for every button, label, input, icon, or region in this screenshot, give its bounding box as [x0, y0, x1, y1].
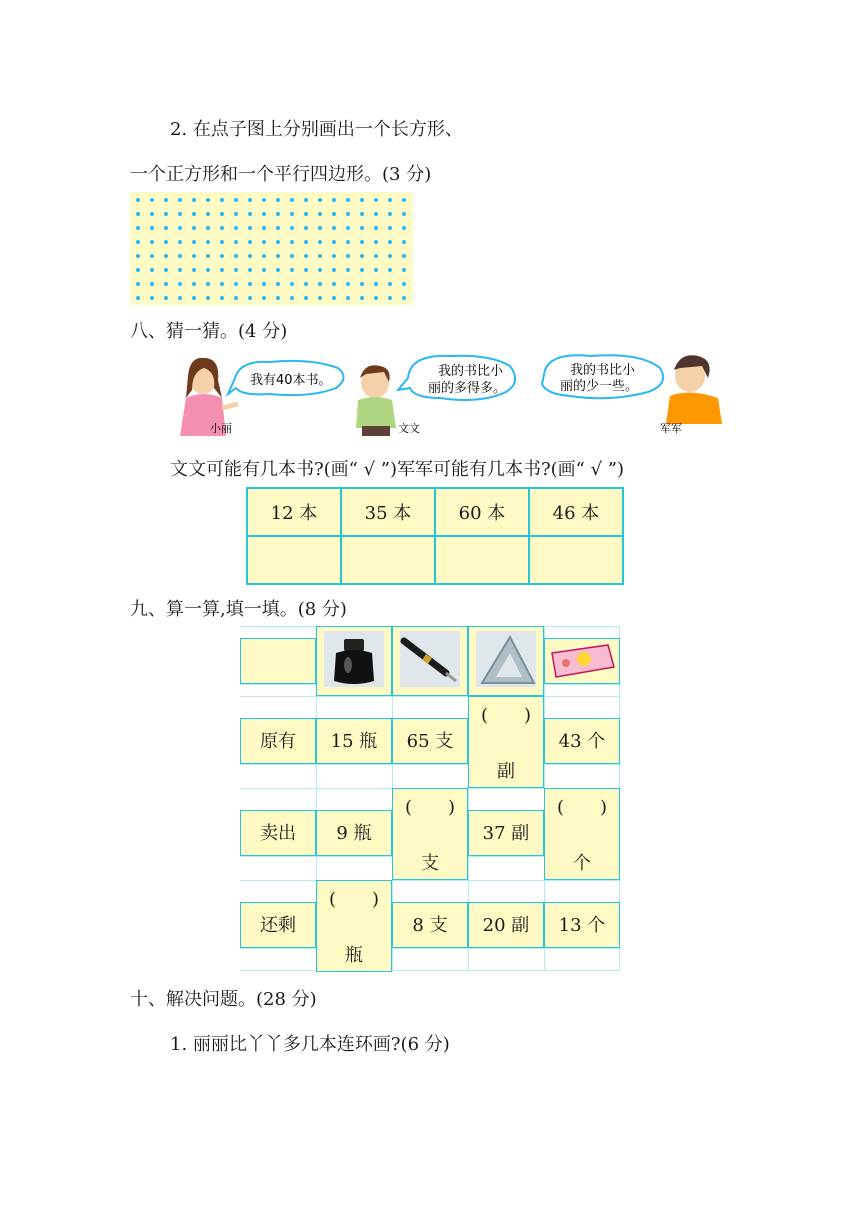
grid-dot [346, 282, 350, 286]
grid-dot [206, 282, 210, 286]
answer-cell[interactable] [247, 536, 341, 584]
grid-dot [388, 296, 392, 300]
grid-dot [206, 240, 210, 244]
grid-dot [402, 198, 406, 202]
grid-dot [304, 240, 308, 244]
grid-dot [234, 240, 238, 244]
grid-dot [248, 268, 252, 272]
grid-dot [178, 282, 182, 286]
grid-dot [304, 268, 308, 272]
grid-dot [290, 240, 294, 244]
grid-dot [136, 212, 140, 216]
grid-dot [150, 254, 154, 258]
grid-dot [388, 268, 392, 272]
grid-dot [220, 240, 224, 244]
grid-dot [276, 296, 280, 300]
grid-dot [220, 282, 224, 286]
grid-dot [192, 212, 196, 216]
grid-dot [402, 226, 406, 230]
grid-dot [164, 254, 168, 258]
grid-dot [220, 254, 224, 258]
grid-dot [192, 268, 196, 272]
grid-dot [332, 240, 336, 244]
ink-bottle-icon [318, 627, 390, 693]
grid-dot [346, 296, 350, 300]
grid-dot [262, 282, 266, 286]
dot-grid[interactable] [130, 192, 413, 305]
grid-dot [178, 268, 182, 272]
grid-dot [164, 198, 168, 202]
grid-dot [318, 198, 322, 202]
grid-dot [374, 268, 378, 272]
q8-question: 文文可能有几本书?(画“ √ ”)军军可能有几本书?(画“ √ ”) [170, 459, 625, 480]
bubble-2-line2: 丽的多得多。 [428, 381, 507, 396]
grid-dot [220, 226, 224, 230]
grid-dot [388, 212, 392, 216]
grid-dot [346, 240, 350, 244]
grid-dot [192, 240, 196, 244]
original-ink: 15 瓶 [316, 718, 392, 764]
grid-dot [276, 226, 280, 230]
paren-blank: ( ) [556, 797, 608, 818]
grid-dot [360, 296, 364, 300]
grid-dot [276, 240, 280, 244]
triangle-ruler-icon [470, 627, 542, 693]
grid-dot [374, 296, 378, 300]
grid-dot [220, 212, 224, 216]
grid-dot [388, 240, 392, 244]
sold-pen-blank[interactable] [392, 788, 468, 880]
grid-dot [374, 212, 378, 216]
left-pen: 8 支 [392, 902, 468, 948]
grid-dot [360, 254, 364, 258]
grid-dot [388, 198, 392, 202]
grid-dot [360, 212, 364, 216]
grid-dot [318, 296, 322, 300]
grid-dot [136, 282, 140, 286]
grid-dot [402, 282, 406, 286]
grid-dot [206, 268, 210, 272]
grid-dot [332, 254, 336, 258]
grid-dot [192, 226, 196, 230]
grid-dot [276, 212, 280, 216]
bubble-3-line2: 丽的少一些。 [560, 379, 639, 394]
left-ruler: 20 副 [468, 902, 544, 948]
grid-dot [136, 198, 140, 202]
grid-dot [304, 254, 308, 258]
grid-dot [150, 198, 154, 202]
grid-dot [290, 282, 294, 286]
grid-dot [150, 240, 154, 244]
grid-dot [248, 282, 252, 286]
original-case: 43 个 [544, 718, 620, 764]
name-junjun: 军军 [660, 422, 682, 435]
paren-blank: ( ) [328, 889, 380, 910]
grid-dot [234, 296, 238, 300]
grid-dot [178, 198, 182, 202]
grid-dot [248, 212, 252, 216]
grid-dot [164, 226, 168, 230]
grid-dot [262, 254, 266, 258]
grid-dot [318, 268, 322, 272]
grid-dot [402, 268, 406, 272]
grid-dot [136, 240, 140, 244]
pen-icon [394, 627, 466, 693]
grid-dot [374, 282, 378, 286]
grid-dot [388, 254, 392, 258]
grid-dot [402, 296, 406, 300]
pen-cell [392, 626, 468, 696]
grid-dot [206, 254, 210, 258]
answer-cell[interactable] [435, 536, 529, 584]
grid-dot [290, 212, 294, 216]
grid-dot [276, 268, 280, 272]
grid-dot [248, 198, 252, 202]
grid-dot [164, 282, 168, 286]
calc-table [240, 626, 620, 971]
original-ruler-blank[interactable] [468, 696, 544, 788]
grid-dot [388, 226, 392, 230]
grid-dot [360, 198, 364, 202]
grid-dot [290, 296, 294, 300]
grid-dot [262, 226, 266, 230]
grid-dot [262, 296, 266, 300]
grid-dot [346, 226, 350, 230]
boy2-figure [666, 355, 722, 424]
name-xiaoli: 小丽 [210, 422, 232, 435]
grid-dot [346, 198, 350, 202]
grid-dot [234, 268, 238, 272]
grid-dot [150, 212, 154, 216]
grid-dot [332, 268, 336, 272]
paren-blank: ( ) [480, 705, 532, 726]
bubble-3-line1: 我的书比小 [570, 363, 636, 378]
unit-label: 瓶 [345, 945, 363, 966]
grid-dot [290, 226, 294, 230]
grid-dot [206, 226, 210, 230]
unit-label: 支 [421, 853, 439, 874]
grid-dot [276, 282, 280, 286]
grid-dot [290, 254, 294, 258]
sold-case-blank[interactable] [544, 788, 620, 880]
grid-dot [136, 226, 140, 230]
grid-dot [346, 268, 350, 272]
left-case: 13 个 [544, 902, 620, 948]
grid-dot [332, 296, 336, 300]
grid-dot [206, 198, 210, 202]
pencil-case-icon [546, 639, 618, 681]
guess-table [246, 487, 624, 585]
grid-dot [290, 198, 294, 202]
grid-dot [346, 212, 350, 216]
grid-dot [192, 254, 196, 258]
grid-dot [192, 282, 196, 286]
grid-dot [304, 226, 308, 230]
grid-dot [178, 296, 182, 300]
grid-dot [304, 212, 308, 216]
bubble-1-text: 我有40本书。 [250, 373, 332, 388]
unit-label: 个 [573, 853, 591, 874]
grid-dot [206, 212, 210, 216]
grid-dot [304, 296, 308, 300]
answer-cell[interactable] [341, 536, 435, 584]
grid-dot [290, 268, 294, 272]
sold-ruler: 37 副 [468, 810, 544, 856]
q10-heading: 十、解决问题。(28 分) [130, 989, 317, 1010]
grid-dot [262, 198, 266, 202]
grid-dot [206, 296, 210, 300]
grid-dot [234, 198, 238, 202]
grid-dot [164, 212, 168, 216]
bubble-2-line1: 我的书比小 [438, 364, 504, 379]
grid-dot [318, 240, 322, 244]
grid-dot [332, 198, 336, 202]
grid-dot [150, 268, 154, 272]
q7-2-line2: 一个正方形和一个平行四边形。(3 分) [130, 164, 432, 185]
grid-dot [318, 254, 322, 258]
grid-dot [164, 268, 168, 272]
corner-cell [240, 638, 316, 684]
grid-dot [136, 296, 140, 300]
pencil-case-cell [544, 638, 620, 684]
grid-dot [248, 226, 252, 230]
grid-dot [136, 268, 140, 272]
paren-blank: ( ) [404, 797, 456, 818]
grid-dot [192, 296, 196, 300]
row-label-sold: 卖出 [240, 810, 316, 856]
grid-dot [178, 254, 182, 258]
option-46: 46 本 [529, 488, 623, 536]
grid-dot [192, 198, 196, 202]
grid-dot [402, 240, 406, 244]
grid-dot [402, 212, 406, 216]
grid-dot [234, 254, 238, 258]
grid-dot [374, 254, 378, 258]
left-ink-blank[interactable] [316, 880, 392, 972]
grid-dot [346, 254, 350, 258]
row-label-left: 还剩 [240, 902, 316, 948]
grid-dot [220, 268, 224, 272]
grid-dot [374, 240, 378, 244]
q8-heading: 八、猜一猜。(4 分) [130, 321, 288, 342]
grid-dot [262, 268, 266, 272]
q10-item1: 1. 丽丽比丫丫多几本连环画?(6 分) [170, 1034, 450, 1055]
grid-dot [332, 212, 336, 216]
grid-dot [248, 296, 252, 300]
name-wenwen: 文文 [398, 422, 420, 435]
grid-dot [150, 296, 154, 300]
grid-dot [304, 198, 308, 202]
grid-dot [220, 296, 224, 300]
option-35: 35 本 [341, 488, 435, 536]
grid-dot [318, 212, 322, 216]
grid-dot [318, 226, 322, 230]
grid-dot [136, 254, 140, 258]
sold-ink: 9 瓶 [316, 810, 392, 856]
grid-dot [374, 198, 378, 202]
grid-dot [304, 282, 308, 286]
grid-dot [248, 240, 252, 244]
grid-dot [164, 296, 168, 300]
grid-dot [262, 212, 266, 216]
grid-dot [248, 254, 252, 258]
grid-dot [178, 226, 182, 230]
grid-dot [360, 240, 364, 244]
grid-dot [332, 282, 336, 286]
grid-dot [332, 226, 336, 230]
grid-dot [164, 240, 168, 244]
boy1-figure [356, 365, 396, 436]
grid-dot [220, 198, 224, 202]
grid-dot [276, 198, 280, 202]
option-12: 12 本 [247, 488, 341, 536]
grid-dot [374, 226, 378, 230]
grid-dot [234, 282, 238, 286]
original-pen: 65 支 [392, 718, 468, 764]
grid-dot [388, 282, 392, 286]
guess-illustration [170, 348, 730, 438]
triangle-ruler-cell [468, 626, 544, 696]
row-label-original: 原有 [240, 718, 316, 764]
unit-label: 副 [497, 761, 515, 782]
grid-dot [150, 282, 154, 286]
grid-dot [360, 282, 364, 286]
q7-2-line1: 2. 在点子图上分别画出一个长方形、 [170, 119, 463, 140]
grid-dot [360, 226, 364, 230]
grid-dot [150, 226, 154, 230]
ink-bottle-cell [316, 626, 392, 696]
grid-dot [360, 268, 364, 272]
grid-dot [318, 282, 322, 286]
grid-dot [262, 240, 266, 244]
grid-dot [178, 212, 182, 216]
answer-cell[interactable] [529, 536, 623, 584]
grid-dot [234, 212, 238, 216]
grid-dot [276, 254, 280, 258]
grid-dot [178, 240, 182, 244]
option-60: 60 本 [435, 488, 529, 536]
q9-heading: 九、算一算,填一填。(8 分) [130, 599, 347, 620]
grid-dot [234, 226, 238, 230]
grid-dot [402, 254, 406, 258]
